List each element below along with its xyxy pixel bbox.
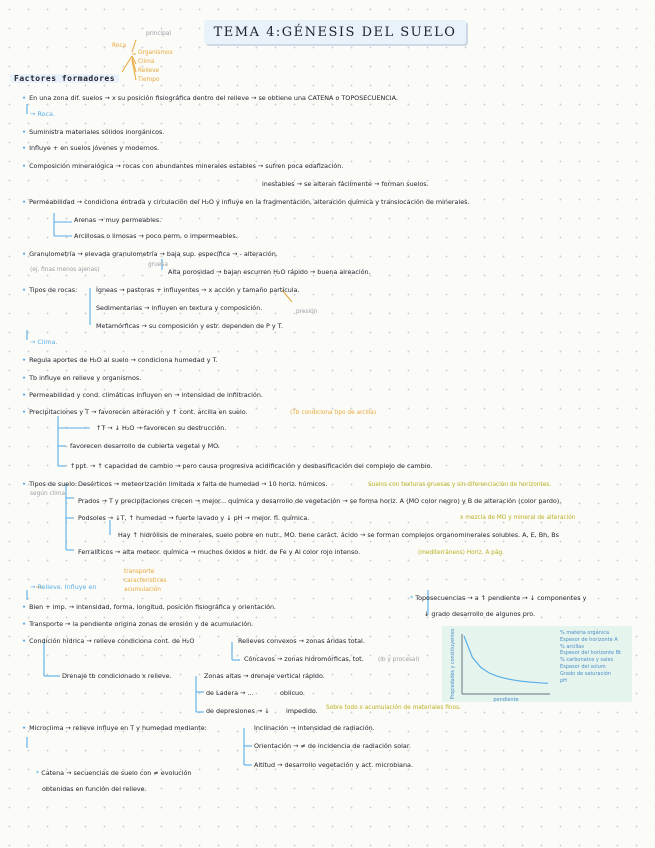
- suelo-desertico: Desérticos → meteorización limitada x falta de humedad → 10 horiz. húmicos.: [78, 480, 328, 488]
- roca-metamorfica: Metamórficas → su composición y estr. dependen de P y T.: [96, 322, 283, 330]
- legend-item: % materia orgánica: [560, 630, 610, 636]
- roca-line-1: • Suministra materiales sólidos inorgánicos.: [22, 128, 165, 136]
- suelo-desertico-note: Suelos con texturas gruesas y sin diferenciación de horizontes.: [368, 482, 552, 488]
- chart-x-label: pendiente: [493, 697, 519, 702]
- drenaje-altas: Zonas altas → drenaje vertical rápido.: [204, 672, 325, 680]
- drenaje-oblicuo: oblicuo.: [280, 689, 305, 697]
- suelo-ferraliticos: Ferralíticos → alta meteor. química → muchos óxidos e hidr. de Fe y Al color rojo intenso.: [78, 548, 361, 556]
- legend-item: Espesor del solum: [560, 663, 606, 670]
- clima-line-1: • Regula aportes de H₂O al suelo → condiciona humedad y T.: [22, 356, 218, 364]
- legend-item: Grado de saturación: [560, 670, 611, 677]
- roca-line-3: • Composición mineralógica → rocas con abundantes minerales estables → sufren poca edafización.: [22, 162, 344, 170]
- topo-line-1: * Toposecuencias → a ↑ pendiente → ↓ componentes y: [410, 594, 587, 602]
- relieve-transporte: transporte: [124, 569, 155, 575]
- relieve-drenaje: Drenaje tb condicionado x relieve.: [62, 672, 172, 680]
- roca-ignea: Ígneas → pastoras + influyentes → x acción y tamaño partícula.: [96, 286, 300, 294]
- suelo-ferraliticos-note: (mediterráneos) Horiz. A pág.: [418, 550, 504, 556]
- roca-line-6: • Tipos de rocas:: [22, 286, 78, 294]
- section-heading: [10, 66, 119, 85]
- drenaje-note: Sobre todo x acumulación de materiales finos.: [326, 705, 461, 711]
- chart-legend: [560, 630, 621, 684]
- roca-line-4b: Arcillosas o limosas → poco perm. o impermeables.: [74, 232, 238, 240]
- chart-series-line: [464, 636, 548, 683]
- legend-item: pH: [560, 677, 567, 684]
- relieve-concavos-note: (lb y procesal): [378, 657, 420, 663]
- factor-clima: Clima: [138, 59, 155, 65]
- factor-tiempo: Tiempo: [138, 77, 160, 83]
- roca-line-5: • Granulometría → elevada granulometría → baja sup. específica → - alteración.: [22, 250, 278, 258]
- suelo-prados: Prados → T y precipitaciones crecen → mejor... química y desarrollo de vegetación → se forma horiz. A (MO color negro) y B de alteración (color pardo).: [78, 497, 562, 505]
- clima-line-4-note: (Tb condiciona tipo de arcilla): [290, 410, 377, 416]
- relieve-line-3: • Condición hídrica → relieve condiciona cont. de H₂O: [22, 637, 195, 645]
- microclima-altitud: Altitud → desarrollo vegetación y act. microbiana.: [254, 761, 413, 769]
- relieve-label: → Relieve. Influye en: [30, 583, 97, 591]
- roca-sedimentaria: Sedimentarias → influyen en textura y composición.: [96, 304, 263, 312]
- legend-item: Espesor de horizonte A: [560, 636, 618, 643]
- factor-relieve: Relieve: [138, 68, 160, 74]
- clima-line-4c: favorecen desarrollo de cubierta vegetal y MO.: [70, 442, 220, 450]
- roca-line-5-note: (ej. finas menos ajenas): [30, 267, 100, 273]
- microclima-inclinacion: Inclinación → intensidad de radiación.: [254, 724, 375, 732]
- clima-line-4d: ↑ppt. → ↑ capacidad de cambio → pero causa progresiva acidificación y desbasificación del complejo de cambio.: [70, 462, 433, 470]
- legend-item: % arcillas: [560, 643, 584, 650]
- catena-line-2: obtenidas en función del relieve.: [42, 785, 147, 793]
- roca-line-2: • Influye + en suelos jóvenes y modernos.: [22, 144, 160, 152]
- drenaje-impedido: impedido.: [286, 707, 318, 715]
- suelo-podsoles-2: Hay ↑ hidrólisis de minerales, suelo pobre en nutr., MO. tiene caráct. ácido → se forman complejos organominerales solubles. A, E, Bh, Bs: [118, 531, 559, 539]
- catena-line-1: * Catena → secuencias de suelo con ≠ evolución: [36, 769, 192, 777]
- drenaje-depresiones: de depresiones → ↓: [206, 707, 270, 715]
- factor-organismos: Organismos: [138, 50, 173, 56]
- microclima-orientacion: Orientación → ≠ de incidencia de radiación solar.: [254, 742, 411, 750]
- relieve-concavos: Cóncavos → zonas hidromórficas, tot.: [244, 655, 364, 663]
- roca-label: → Roca.: [30, 110, 55, 118]
- clima-line-5: • Tipos de suelo:: [22, 480, 78, 488]
- relieve-line-2: • Transporte → la pendiente origina zonas de erosión y de acumulación.: [22, 620, 254, 628]
- factor-principal-note: principal: [146, 31, 171, 37]
- suelo-podsoles-note: x mezcla de MO y mineral de alteración: [460, 515, 576, 521]
- chart-panel: [442, 626, 632, 702]
- clima-line-5-note: según clima: [30, 491, 66, 497]
- factor-roca: Roca: [112, 43, 127, 49]
- relieve-acumulacion: acumulación: [124, 587, 161, 593]
- legend-item: % carbonatos y sales: [560, 657, 614, 664]
- roca-line-5-gruesa: gruesa: [148, 262, 168, 268]
- clima-label: → Clima.: [30, 338, 58, 346]
- roca-line-5b: Alta porosidad → bajan escurren H₂O rápido → buena aireación.: [168, 268, 371, 276]
- roca-line-4a: Arenas → muy permeables.: [74, 216, 162, 224]
- relieve-convexos: Relieves convexos → zonas áridas total.: [238, 637, 365, 645]
- roca-intro: • En una zona dif. suelos → x su posición fisiográfica dentro del relieve → se obtiene una CATENA o TOPOSECUENCIA.: [22, 94, 398, 102]
- clima-line-3: • Permeabilidad y cond. climáticas influyen en → intensidad de infiltración.: [22, 391, 263, 399]
- page-title: TEMA 4:GÉNESIS DEL SUELO: [204, 20, 466, 44]
- topo-line-2: ↓ grado desarrollo de algunos pro.: [424, 610, 536, 618]
- chart-y-label: Propiedades y constituyentes: [451, 628, 456, 700]
- roca-presion-note: presión: [296, 309, 318, 315]
- relieve-caracteristicas: caracteristicas: [124, 578, 167, 584]
- drenaje-ladera: de Ladera → ...: [206, 689, 254, 697]
- relieve-microclima: • Microclima → relieve influye en T y humedad mediante:: [22, 724, 207, 732]
- suelo-podsoles: Podsoles → ↓T, ↑ humedad → fuerte lavado y ↓ pH → mejor. fl. química.: [78, 514, 310, 522]
- clima-line-4: • Precipitaciones y T → favorecen alteración y ↑ cont. arcilla en suelo.: [22, 408, 248, 416]
- legend-item: Espesor del horizonte Bt: [560, 650, 622, 657]
- section-heading-text: Factores formadores: [10, 74, 119, 83]
- roca-line-3b: inestables → se alteran fácilmente → forman suelos.: [262, 180, 429, 188]
- slope-chart: [442, 626, 552, 702]
- roca-line-4: • Permeabilidad → condiciona entrada y circulación del H₂O y influye en la fragmentación, alteración química y translocación de minerales.: [22, 198, 470, 206]
- relieve-line-1: • Bien + imp. → intensidad, forma, longitud, posición fisiográfica y orientación.: [22, 603, 277, 611]
- clima-line-2: • Tb influye en relieve y organismos.: [22, 374, 142, 382]
- clima-line-4b: ↑T → ↓ H₂O → favorecen su destrucción.: [96, 424, 227, 432]
